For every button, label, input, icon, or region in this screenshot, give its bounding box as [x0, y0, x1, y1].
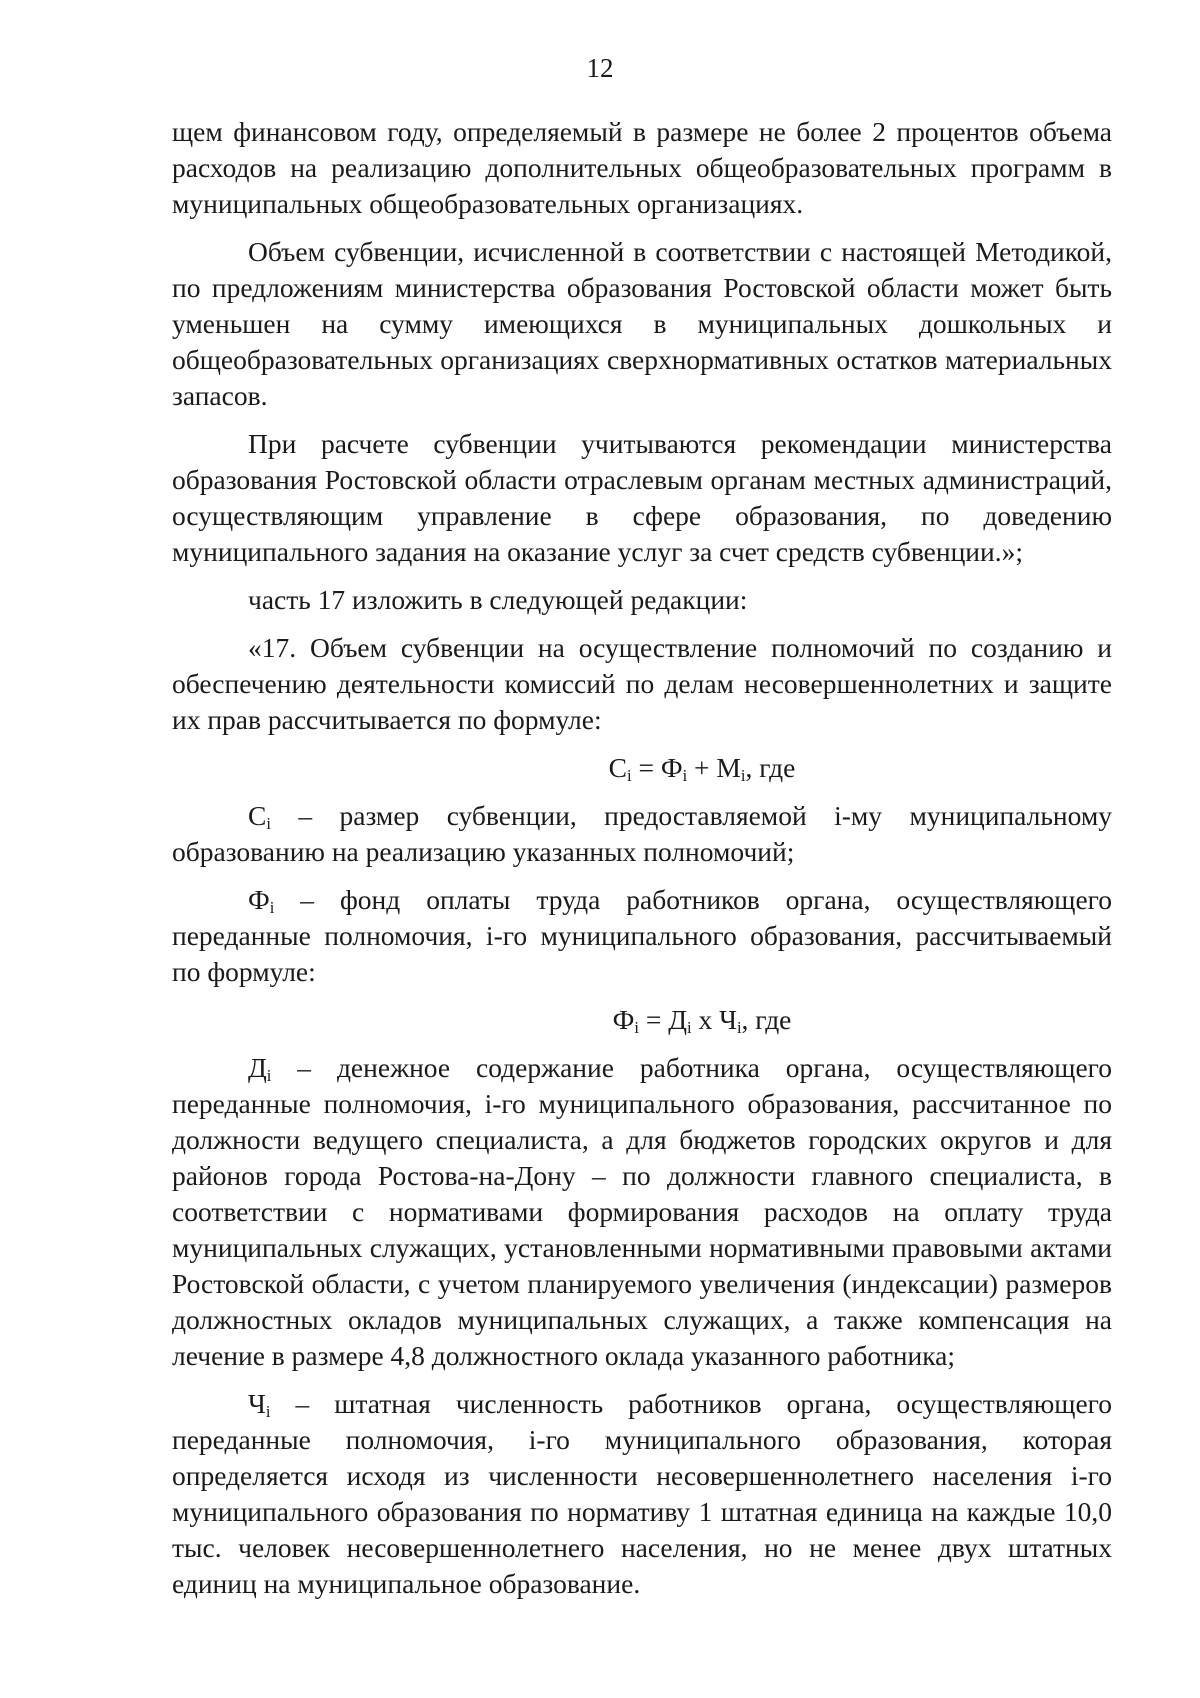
formula-f-times: х Ч — [691, 1004, 737, 1035]
definition-f-symbol: Ф — [248, 884, 270, 915]
paragraph-part-17-intro: часть 17 изложить в следующей редакции: — [248, 584, 748, 615]
formula-f-lhs-sub: i — [634, 1018, 639, 1038]
document-body — [172, 114, 1112, 1614]
definition-ch — [172, 1386, 1112, 1602]
definition-c-symbol-sub: i — [266, 814, 271, 834]
definition-f — [172, 882, 1112, 990]
formula-c-lhs: С — [608, 752, 627, 783]
definition-c-symbol: С — [248, 800, 267, 831]
formula-f — [172, 1002, 1112, 1038]
formula-c — [172, 750, 1112, 786]
definition-d — [172, 1050, 1112, 1374]
paragraph-continuation: щем финансовом году, определяемый в размере не более 2 процентов объема расходов на реализацию дополнительных общеобразовательных программ в муниципальных общеобразовательных организациях. — [172, 116, 1112, 219]
formula-f-tail: , где — [741, 1004, 792, 1035]
paragraph-subvention-reduction: Объем субвенции, исчисленной в соответствии с настоящей Методикой, по предложениям министерства образования Ростовской области может быть уменьшен на сумму имеющихся в муниципальных дошкольных и общеобразовательных организациях сверхнормативных остатков материальных запасов. — [172, 236, 1112, 411]
definition-d-symbol: Д — [248, 1052, 267, 1083]
formula-c-f-sub: i — [682, 766, 688, 786]
definition-d-text: – денежное содержание работника органа, осуществляющего переданные полномочия, i-го муниципального образования, рассчитанное по должности ведущего специалиста, а для бюджетов городских округов и для районов города Ростова-на-Дону – по должности главного специалиста, в соответствии с нормативами формирования расходов на оплату труда муниципальных служащих, установленными нормативными правовыми актами Ростовской области, с учетом планируемого увеличения (индексации) размеров должностных окладов муниципальных служащих, а также компенсация на лечение в размере 4,8 должностного оклада указанного работника; — [172, 1052, 1112, 1371]
formula-f-d-sub: i — [686, 1018, 692, 1038]
formula-f-eq: = Д — [638, 1004, 687, 1035]
definition-ch-text: – штатная численность работников органа, осуществляющего переданные полномочия, i-го муниципального образования, которая определяется исходя из численности несовершеннолетнего населения i-го муниципального образования по нормативу 1 штатная единица на каждые 10,0 тыс. человек несовершеннолетнего населения, но не менее двух штатных единиц на муниципальное образование. — [172, 1388, 1112, 1599]
formula-c-eq: = Ф — [631, 752, 683, 783]
formula-f-ch-sub: i — [736, 1018, 742, 1038]
definition-ch-symbol: Ч — [248, 1388, 266, 1419]
formula-c-tail: , где — [745, 752, 796, 783]
page-number: 12 — [586, 53, 614, 83]
definition-d-symbol-sub: i — [266, 1066, 272, 1086]
formula-c-lhs-sub: i — [626, 766, 632, 786]
definition-c-text: – размер субвенции, предоставляемой i-му муниципальному образованию на реализацию указанных полномочий; — [172, 800, 1112, 867]
definition-ch-symbol-sub: i — [265, 1402, 271, 1422]
formula-c-m-sub: i — [740, 766, 746, 786]
paragraph-part-17: «17. Объем субвенции на осуществление полномочий по созданию и обеспечению деятельности комиссий по делам несовершеннолетних и защите их прав рассчитывается по формуле: — [172, 632, 1112, 735]
definition-c — [172, 798, 1112, 870]
formula-f-lhs: Ф — [612, 1004, 635, 1035]
formula-c-plus: + М — [687, 752, 741, 783]
paragraph-recommendations: При расчете субвенции учитываются рекомендации министерства образования Ростовской области отраслевым органам местных администраций, осуществляющим управление в сфере образования, по доведению муниципального задания на оказание услуг за счет средств субвенции.»; — [172, 428, 1112, 567]
definition-f-text: – фонд оплаты труда работников органа, осуществляющего переданные полномочия, i-го муниципального образования, рассчитываемый по формуле: — [172, 884, 1112, 987]
definition-f-symbol-sub: i — [269, 898, 275, 918]
